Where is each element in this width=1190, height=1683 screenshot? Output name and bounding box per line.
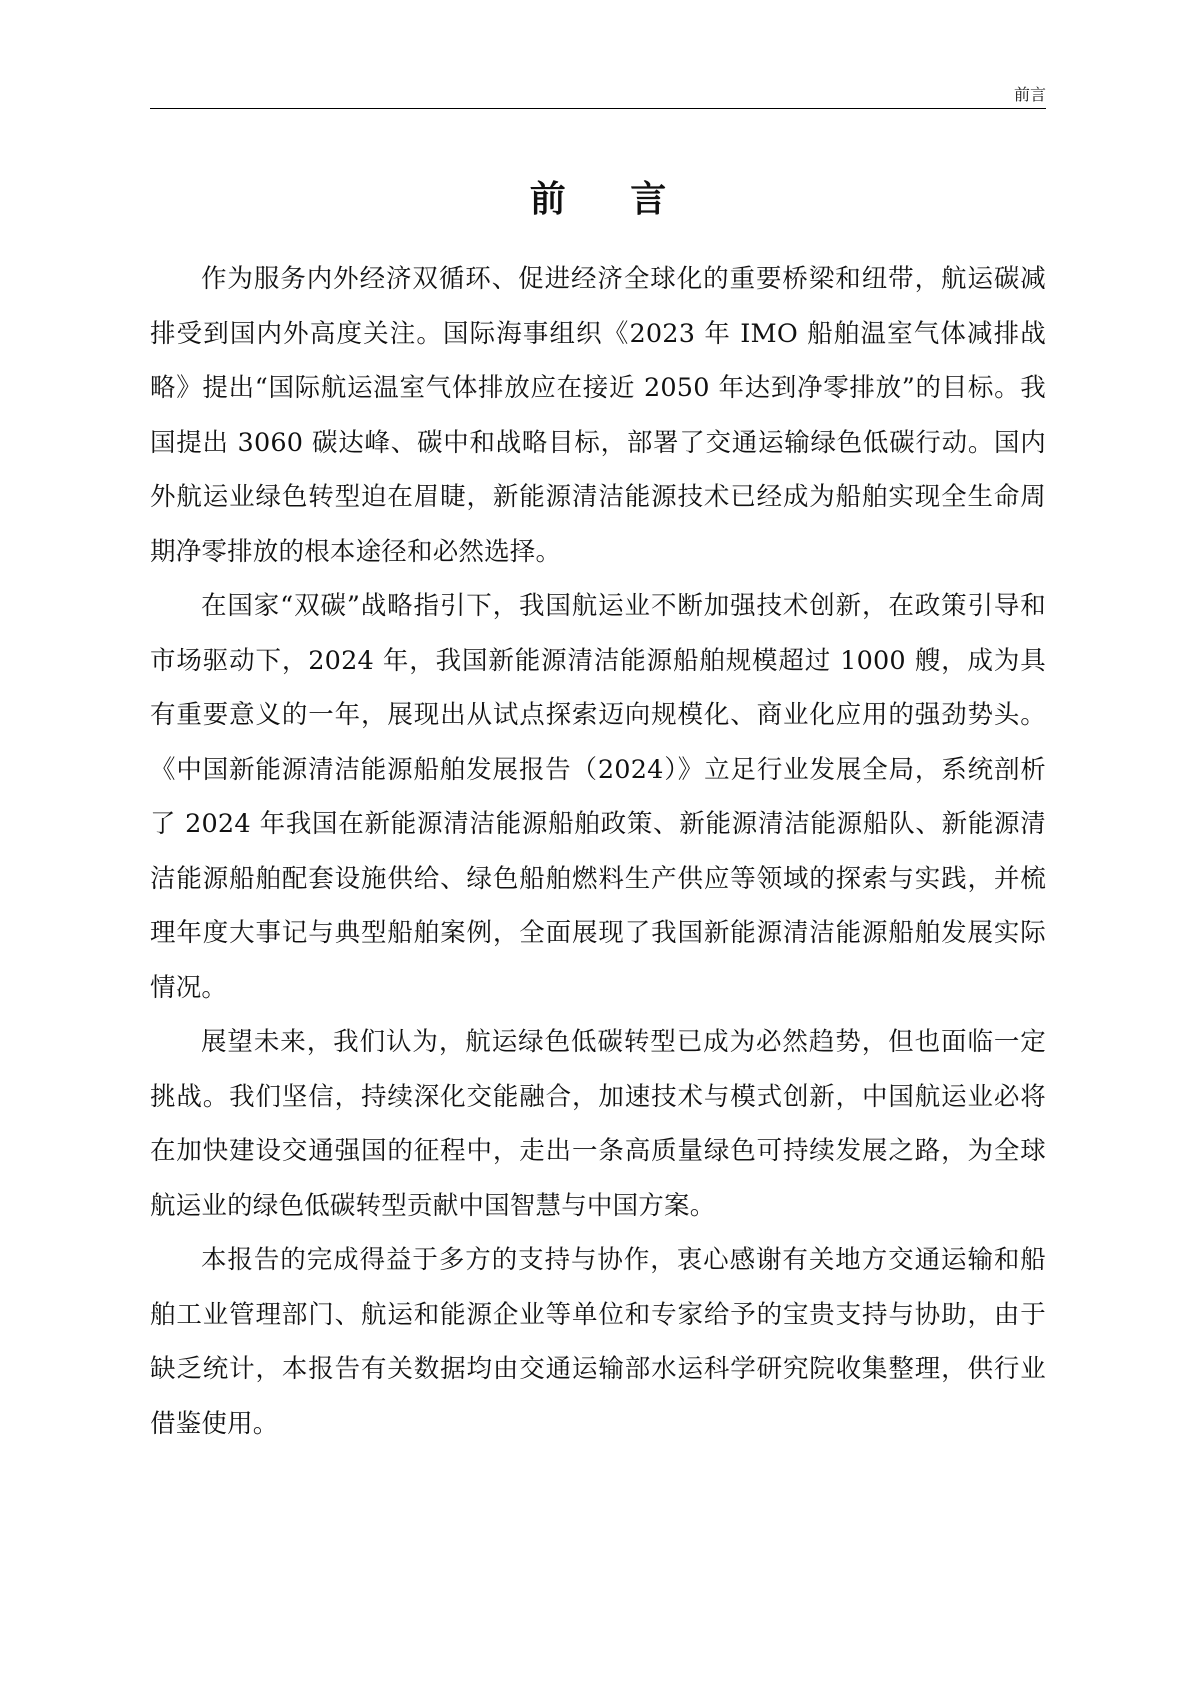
body-text [150,252,1046,1451]
paragraph-2: 在国家“双碳”战略指引下，我国航运业不断加强技术创新，在政策引导和市场驱动下，2024 年，我国新能源清洁能源船舶规模超过 1000 艘，成为具有重要意义的一年，展现出从试点探索迈向规模化、商业化应用的强劲势头。《中国新能源清洁能源船舶发展报告（2024）》立足行业发展全局，系统剖析了 2024 年我国在新能源清洁能源船舶政策、新能源清洁能源船队、新能源清洁能源船舶配套设施供给、绿色船舶燃料生产供应等领域的探索与实践，并梳理年度大事记与典型船舶案例，全面展现了我国新能源清洁能源船舶发展实际情况。 [150,591,1046,1003]
running-header [150,84,1046,109]
paragraph-1: 作为服务内外经济双循环、促进经济全球化的重要桥梁和纽带，航运碳减排受到国内外高度关注。国际海事组织《2023 年 IMO 船舶温室气体减排战略》提出“国际航运温室气体排放应在接近 2050 年达到净零排放”的目标。我国提出 3060 碳达峰、碳中和战略目标，部署了交通运输绿色低碳行动。国内外航运业绿色转型迫在眉睫，新能源清洁能源技术已经成为船舶实现全生命周期净零排放的根本途径和必然选择。 [150,264,1046,567]
paragraph-3: 展望未来，我们认为，航运绿色低碳转型已成为必然趋势，但也面临一定挑战。我们坚信，持续深化交能融合，加速技术与模式创新，中国航运业必将在加快建设交通强国的征程中，走出一条高质量绿色可持续发展之路，为全球航运业的绿色低碳转型贡献中国智慧与中国方案。 [150,1027,1046,1221]
paragraph-4: 本报告的完成得益于多方的支持与协作，衷心感谢有关地方交通运输和船舶工业管理部门、航运和能源企业等单位和专家给予的宝贵支持与协助，由于缺乏统计，本报告有关数据均由交通运输部水运科学研究院收集整理，供行业借鉴使用。 [150,1245,1046,1439]
running-header-title: 前言 [1013,85,1046,104]
page-title: 前 言 [529,179,693,220]
